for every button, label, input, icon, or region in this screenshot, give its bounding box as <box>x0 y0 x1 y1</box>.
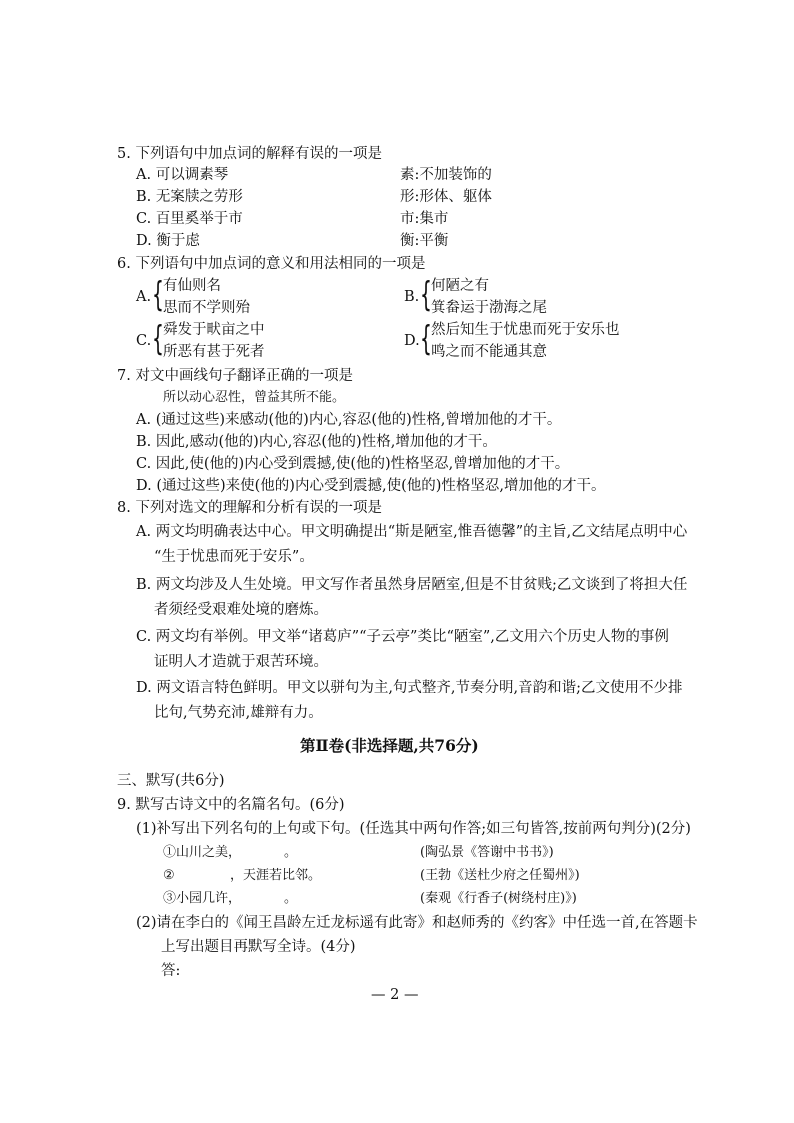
q9-sub1-instruction: (1)补写出下列名句的上句或下句。(任选其中两句作答;如三句皆答,按前两句判分)(2分) <box>136 821 691 837</box>
q8-stem: 8. 下列对选文的理解和分析有误的一项是 <box>117 500 382 516</box>
q6-a-brace: { <box>152 275 164 315</box>
q7-underlined-sentence: 所以动心忍性，曾益其所不能。 <box>163 390 346 405</box>
q6-stem: 6. 下列语句中加点词的意义和用法相同的一项是 <box>117 256 426 272</box>
q7-stem: 7. 对文中画线句子翻译正确的一项是 <box>117 368 353 384</box>
q6-c-label: C. <box>136 333 152 349</box>
q6-a-line2: 思而不学则殆 <box>163 300 250 316</box>
q8-option-a-line1: A. 两文均明确表达中心。甲文明确提出“斯是陋室,惟吾德馨”的主旨,乙文结尾点明中心 <box>136 524 688 540</box>
q5-option-d-note: 衡:平衡 <box>400 233 449 249</box>
q9-item1-end: 。 <box>284 845 298 860</box>
q8-option-b-line1: B. 两文均涉及人生处境。甲文写作者虽然身居陋室,但是不甘贫贱;乙文谈到了将担大任 <box>136 577 688 593</box>
q9-item3-source: (秦观《行香子(树绕村庄)》) <box>420 891 577 906</box>
q8-option-a-line2: “生于忧患而死于安乐”。 <box>154 549 314 565</box>
q6-d-line1: 然后知生于忧患而死于安乐也 <box>431 322 620 338</box>
q6-b-brace: { <box>420 275 432 315</box>
q9-answer-label: 答: <box>161 963 181 979</box>
q8-option-c-line1: C. 两文均有举例。甲文举“诸葛庐”“子云亭”类比“陋室”,乙文用六个历史人物的事例 <box>136 629 669 645</box>
q5-option-c: C. 百里奚举于市 <box>136 211 243 227</box>
q5-option-b: B. 无案牍之劳形 <box>136 189 243 205</box>
q9-item2-source: (王勃《送杜少府之任蜀州》) <box>420 868 580 883</box>
q6-d-brace: { <box>420 319 432 359</box>
q6-b-line2: 箕畚运于渤海之尾 <box>431 300 547 316</box>
q9-stem: 9. 默写古诗文中的名篇名句。(6分) <box>117 797 345 813</box>
q6-c-line2: 所恶有甚于死者 <box>163 344 265 360</box>
q7-option-c: C. 因此,使(他的)内心受到震撼,使(他的)性格坚忍,曾增加他的才干。 <box>136 456 570 472</box>
part-three-heading: 三、默写(共6分) <box>117 773 225 789</box>
q6-b-label: B. <box>404 289 420 305</box>
q5-stem: 5. 下列语句中加点词的解释有误的一项是 <box>117 146 382 162</box>
q8-option-d-line1: D. 两文语言特色鲜明。甲文以骈句为主,句式整齐,节奏分明,音韵和谐;乙文使用不少排 <box>136 680 683 696</box>
q6-a-line1: 有仙则名 <box>163 278 221 294</box>
q7-option-d: D. (通过这些)来使(他的)内心受到震撼,使(他的)性格坚忍,增加他的才干。 <box>136 478 606 494</box>
q9-sub2-line2: 上写出题目再默写全诗。(4分) <box>161 939 356 955</box>
q6-d-line2: 鸣之而不能通其意 <box>431 344 547 360</box>
q5-option-c-note: 市:集市 <box>400 211 449 227</box>
q6-c-line1: 舜发于畎亩之中 <box>163 322 265 338</box>
q9-item1-text: ①山川之美， <box>163 845 242 860</box>
q8-option-c-line2: 证明人才造就于艰苦环境。 <box>154 654 328 670</box>
q5-option-a-note: 素:不加装饰的 <box>400 167 492 183</box>
q6-a-label: A. <box>136 289 152 305</box>
q6-c-brace: { <box>152 319 164 359</box>
q7-option-a: A. (通过这些)来感动(他的)内心,容忍(他的)性格,曾增加他的才干。 <box>136 412 562 428</box>
q5-option-b-note: 形:形体、躯体 <box>400 189 492 205</box>
q6-b-line1: 何陋之有 <box>431 278 489 294</box>
q9-item3-text: ③小园几许， <box>163 891 242 906</box>
q6-d-label: D. <box>404 333 420 349</box>
q8-option-b-line2: 者须经受艰难处境的磨炼。 <box>154 602 328 618</box>
q9-item3-end: 。 <box>284 891 298 906</box>
q7-option-b: B. 因此,感动(他的)内心,容忍(他的)性格,增加他的才干。 <box>136 434 497 450</box>
q9-item2-end: ，天涯若比邻。 <box>230 868 322 883</box>
section-title: 第Ⅱ卷(非选择题,共76分) <box>300 736 479 755</box>
q5-option-a: A. 可以调素琴 <box>136 167 229 183</box>
q9-sub2-line1: (2)请在李白的《闻王昌龄左迁龙标遥有此寄》和赵师秀的《约客》中任选一首,在答题卡 <box>136 915 698 931</box>
page-number: — 2 — <box>371 987 419 1003</box>
q9-item1-source: (陶弘景《答谢中书书》) <box>420 845 554 860</box>
q8-option-d-line2: 比句,气势充沛,雄辩有力。 <box>154 705 323 721</box>
q5-option-d: D. 衡于虑 <box>136 233 200 249</box>
q9-item2-text: ② <box>163 868 175 883</box>
